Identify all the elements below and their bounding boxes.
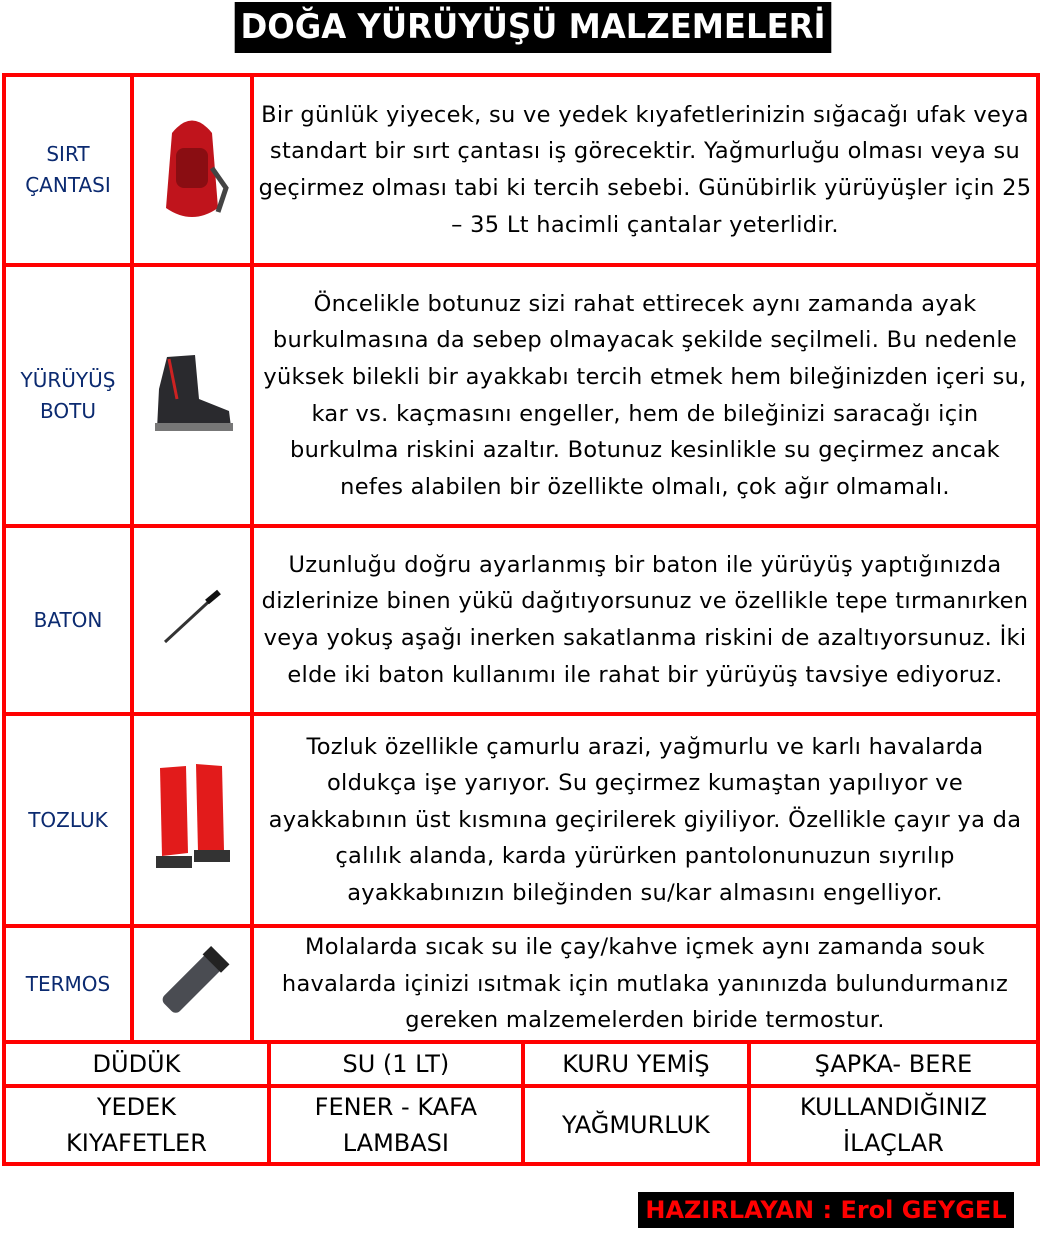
table-row xyxy=(4,926,1038,1042)
table-row xyxy=(4,714,1038,926)
extra-item: YEDEK KIYAFETLER xyxy=(4,1086,269,1164)
thermos-image xyxy=(132,926,252,1042)
item-label: TOZLUK xyxy=(4,714,132,926)
backpack-image xyxy=(132,75,252,265)
extras-table xyxy=(2,1040,1040,1166)
item-description: Uzunluğu doğru ayarlanmış bir baton ile yürüyüş yaptığınızda dizlerinize binen yükü dağıtıyorsunuz ve özellikle tepe tırmanırken veya yokuş aşağı inerken sakatlanma riskini de azaltıyorsunuz. İki elde iki baton kullanımı ile rahat bir yürüyüş tavsiye ediyoruz. xyxy=(252,526,1038,714)
item-description: Molalarda sıcak su ile çay/kahve içmek aynı zamanda souk havalarda içinizi ısıtmak için mutlaka yanınızda bulundurmanız gereken malzemelerden biride termostur. xyxy=(252,926,1038,1042)
trekking-pole-image xyxy=(132,526,252,714)
item-label: YÜRÜYÜŞ BOTU xyxy=(4,265,132,526)
extra-item: FENER - KAFA LAMBASI xyxy=(269,1086,523,1164)
boot-image xyxy=(132,265,252,526)
equipment-table xyxy=(2,73,1040,1044)
item-description: Tozluk özellikle çamurlu arazi, yağmurlu ve karlı havalarda oldukça işe yarıyor. Su geçirmez kumaştan yapılıyor ve ayakkabının üst kısmına geçirilerek giyiliyor. Özellikle çayır ya da çalılık alanda, karda yürürken pantolonunuzun sıyrılıp ayakkabınızın bileğinden su/kar almasını engelliyor. xyxy=(252,714,1038,926)
table-row xyxy=(4,1042,1038,1086)
extra-item: DÜDÜK xyxy=(4,1042,269,1086)
extra-item: YAĞMURLUK xyxy=(523,1086,749,1164)
page-title: DOĞA YÜRÜYÜŞÜ MALZEMELERİ xyxy=(235,2,832,53)
item-label: TERMOS xyxy=(4,926,132,1042)
item-description: Öncelikle botunuz sizi rahat ettirecek aynı zamanda ayak burkulmasına da sebep olmayacak şekilde seçilmeli. Bu nedenle yüksek bilekli bir ayakkabı tercih etmek hem bileğinizden içeri su, kar vs. kaçmasını engeller, hem de bileğinizi saracağı için burkulma riskini azaltır. Botunuz kesinlikle su geçirmez ancak nefes alabilen bir özellikte olmalı, çok ağır olmamalı. xyxy=(252,265,1038,526)
extra-item: ŞAPKA- BERE xyxy=(749,1042,1038,1086)
item-label: BATON xyxy=(4,526,132,714)
author-credit: HAZIRLAYAN : Erol GEYGEL xyxy=(638,1192,1014,1228)
table-row xyxy=(4,265,1038,526)
table-row xyxy=(4,1086,1038,1164)
extra-item: KULLANDIĞINIZ İLAÇLAR xyxy=(749,1086,1038,1164)
item-description: Bir günlük yiyecek, su ve yedek kıyafetlerinizin sığacağı ufak veya standart bir sırt çantası iş görecektir. Yağmurluğu olması veya su geçirmez olması tabi ki tercih sebebi. Günübirlik yürüyüşler için 25 – 35 Lt hacimli çantalar yeterlidir. xyxy=(252,75,1038,265)
table-row xyxy=(4,526,1038,714)
item-label: SIRT ÇANTASI xyxy=(4,75,132,265)
table-row xyxy=(4,75,1038,265)
extra-item: SU (1 LT) xyxy=(269,1042,523,1086)
gaiters-image xyxy=(132,714,252,926)
extra-item: KURU YEMİŞ xyxy=(523,1042,749,1086)
